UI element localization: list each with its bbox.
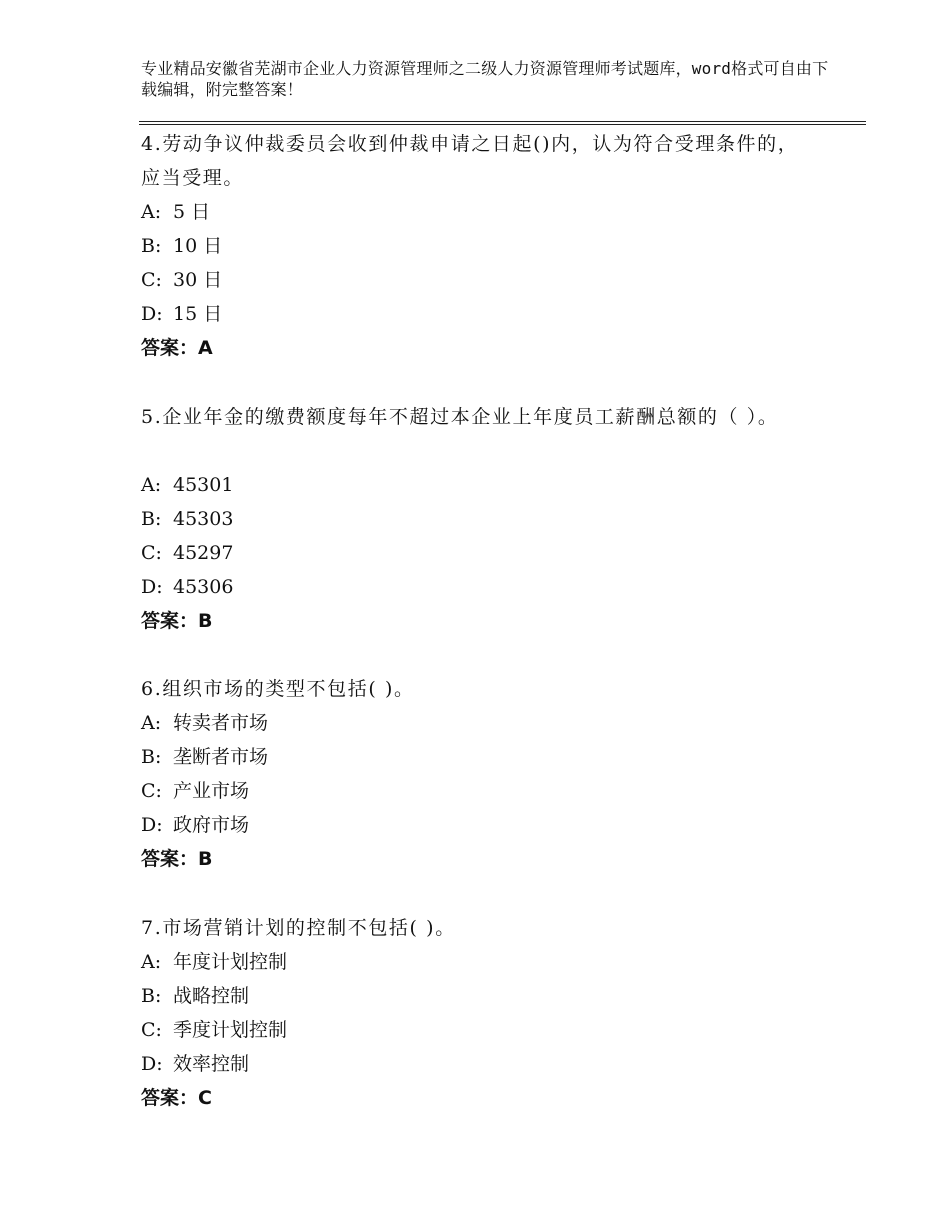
question-4-option-a bbox=[141, 195, 210, 229]
option-text: 年度计划控制 bbox=[173, 951, 288, 973]
question-4-stem: 4.劳动争议仲裁委员会收到仲裁申请之日起()内，认为符合受理条件的，应当受理。 bbox=[141, 133, 799, 189]
question-7-option-d bbox=[141, 1047, 249, 1081]
option-text: 产业市场 bbox=[173, 780, 250, 802]
option-letter: A: bbox=[141, 201, 162, 223]
question-4-option-d bbox=[141, 297, 222, 331]
question-7-stem: 7.市场营销计划的控制不包括( )。 bbox=[141, 917, 456, 939]
question-5-option-b bbox=[141, 502, 233, 536]
option-letter: A: bbox=[141, 474, 162, 496]
option-text: 季度计划控制 bbox=[173, 1019, 288, 1041]
question-6-option-d bbox=[141, 808, 249, 842]
option-text: 政府市场 bbox=[173, 814, 250, 836]
option-letter: C: bbox=[141, 1019, 162, 1041]
option-letter: A: bbox=[141, 951, 162, 973]
question-4-option-c bbox=[141, 263, 222, 297]
option-text: 战略控制 bbox=[173, 985, 250, 1007]
document-header: 专业精品安徽省芜湖市企业人力资源管理师之二级人力资源管理师考试题库，word格式可自由下载编辑，附完整答案！ bbox=[141, 59, 829, 99]
question-5-option-c bbox=[141, 536, 233, 570]
option-letter: D: bbox=[141, 303, 163, 325]
question-7-answer: 答案：C bbox=[141, 1087, 212, 1109]
option-letter: D: bbox=[141, 814, 163, 836]
question-6-answer: 答案：B bbox=[141, 848, 213, 870]
question-6-option-a bbox=[141, 706, 268, 740]
question-5-answer: 答案：B bbox=[141, 610, 213, 632]
option-letter: C: bbox=[141, 269, 162, 291]
header-rule-top bbox=[139, 121, 866, 122]
question-6-option-b bbox=[141, 740, 268, 774]
option-text: 5 日 bbox=[173, 201, 211, 223]
option-text: 45306 bbox=[173, 576, 234, 598]
option-letter: D: bbox=[141, 1053, 163, 1075]
option-letter: B: bbox=[141, 746, 162, 768]
option-text: 10 日 bbox=[173, 235, 223, 257]
question-7-option-a bbox=[141, 945, 287, 979]
question-4-answer: 答案：A bbox=[141, 337, 213, 359]
option-text: 转卖者市场 bbox=[173, 712, 269, 734]
question-5-option-a bbox=[141, 468, 233, 502]
question-4-option-b bbox=[141, 229, 222, 263]
option-letter: A: bbox=[141, 712, 162, 734]
option-letter: B: bbox=[141, 508, 162, 530]
option-letter: B: bbox=[141, 985, 162, 1007]
option-text: 45297 bbox=[173, 542, 234, 564]
question-5-option-d bbox=[141, 570, 233, 604]
question-5-stem: 5.企业年金的缴费额度每年不超过本企业上年度员工薪酬总额的（ ）。 bbox=[141, 406, 779, 428]
question-7-option-b bbox=[141, 979, 249, 1013]
header-rule-bottom bbox=[139, 124, 866, 125]
option-text: 垄断者市场 bbox=[173, 746, 269, 768]
option-text: 15 日 bbox=[173, 303, 223, 325]
option-text: 30 日 bbox=[173, 269, 223, 291]
question-6-stem: 6.组织市场的类型不包括( )。 bbox=[141, 678, 415, 700]
option-text: 效率控制 bbox=[173, 1053, 250, 1075]
option-letter: C: bbox=[141, 780, 162, 802]
option-letter: D: bbox=[141, 576, 163, 598]
question-7-option-c bbox=[141, 1013, 287, 1047]
option-text: 45303 bbox=[173, 508, 234, 530]
option-letter: C: bbox=[141, 542, 162, 564]
option-text: 45301 bbox=[173, 474, 234, 496]
question-6-option-c bbox=[141, 774, 249, 808]
option-letter: B: bbox=[141, 235, 162, 257]
